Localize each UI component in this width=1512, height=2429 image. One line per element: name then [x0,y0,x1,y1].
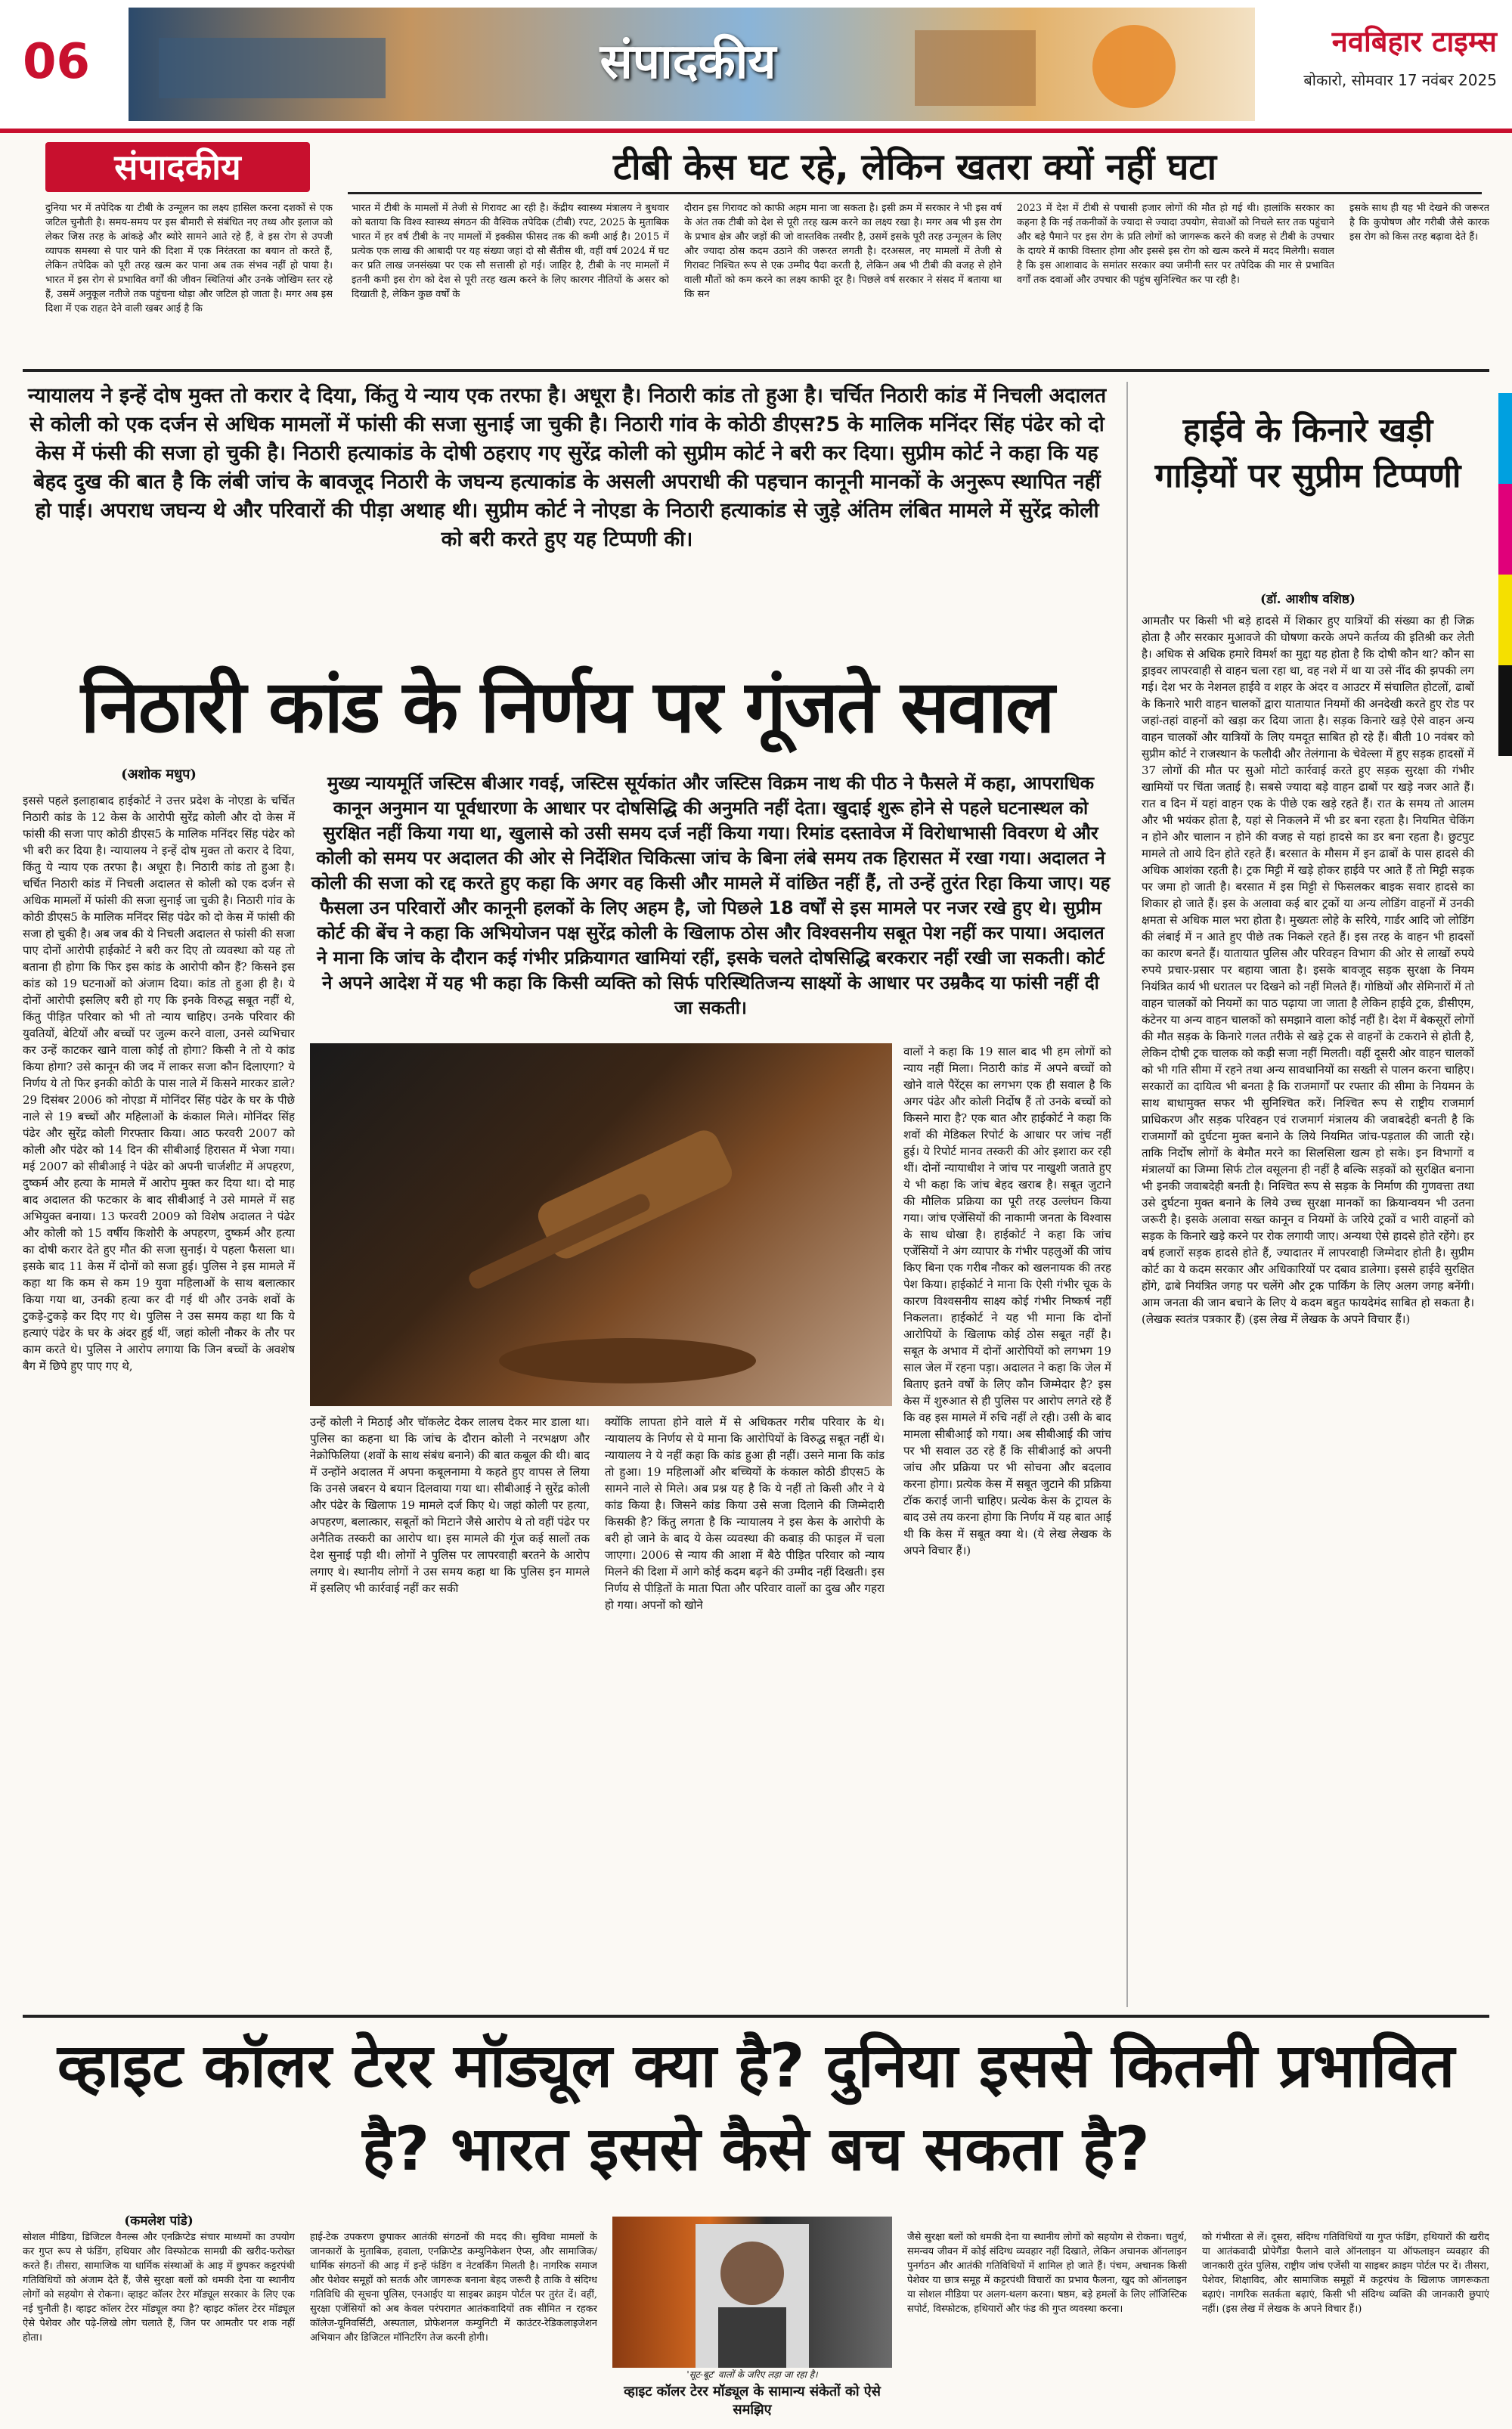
editorial-column: भारत में टीबी के मामलों में तेजी से गिरावट आ रही है। केंद्रीय स्वास्थ्य मंत्रालय ने बुधवार को बताया कि विश्व स्वास्थ्य संगठन की वैश्विक तपेदिक (टीबी) रपट, 2025 के मुताबिक भारत में हर वर्ष टीबी के नए मामलों में इक्कीस फीसद तक की कमी आई है। 2015 में प्रत्येक एक लाख की आबादी पर यह संख्या जहां दो सौ सैंतीस थी, वहीं वर्ष 2024 में घट कर प्रति लाख जनसंख्या पर एक सौ सत्तासी हो गई। जाहिर है, टीबी के नए मामलों में इतनी कमी इस रोग को देश से पूरी तरह खत्म करने के लिए कारगर नीतियों के असर को दिखाती है, लेकिन कुछ वर्षों के [352,203,669,300]
news-photo [612,2217,892,2368]
article-column: आमतौर पर किसी भी बड़े हादसे में शिकार हुए यात्रियों की संख्या का ही जिक्र होता है और सरकार मुआवजे की घोषणा करके अपने कर्तव्य की इतिश्री कर लेती है। अधिक से अधिक हमारे विमर्श का मुद्दा यह होता है कि दोषी कौन था? कौन सा ड्राइवर लापरवाही से वाहन चला रहा था, वह नशे में था या उसे नींद की झपकी लग गई। देश भर के नेशनल हाईवे व शहर के अंदर व आउटर में संचालित होटलों, ढाबों के किनारे भारी वाहन चालकों द्वारा यातायात नियमों की अनदेखी करते हुए रोड पर जहां-तहां वाहनों को खड़ा कर दिया जाता है। सड़क किनारे खड़े ऐसे वाहन अन्य वाहन चालकों और यात्रियों के लिए यमदूत साबित हो रहे हैं। बीती 10 नवंबर को सुप्रीम कोर्ट ने राजस्थान के फलौदी और तेलंगाना के चेवेल्ला में हुए सड़क हादसों में 37 लोगों की मौत पर सुओ मोटो कार्रवाई करते हुए सड़क सुरक्षा की गंभीर खामियों पर चिंता जताई है। सबसे ज्यादा बड़े वाहन ढाबों पर खड़े नजर आते हैं। रात व दिन में यहां वाहन एक के पीछे एक खड़े रहते हैं। रात के समय तो आलम और भी भयंकर होता है, यहां से निकलने में भी डर बना रहता है। नियमित चेकिंग न होने और चालान न होने की वजह से यहां हादसे का डर बना रहता है। छुटपुट मामले तो आये दिन होते रहते हैं। बरसात के मौसम में इन ढाबों के पास हादसे की अधिक आशंका रहती है। ट्रक मिट्टी में खड़े होकर हाईवे पर आते हैं तो मिट्टी सड़क पर जमा हो जाती है। बरसात में इस मिट्टी से फिसलकर बाइक सवार हादसे का शिकार हो जाते हैं। इस के अलावा कई बार ट्रकों या अन्य लोडिंग वाहनों में उनकी क्षमता से अधिक माल भरा होता है। मुख्यतः लोहे के सरिये, गार्डर आदि जो लोडिंग की लंबाई में न आते हुए पीछे तक निकले रहते हैं। इस तरह के वाहन भी हादसों का कारण बनते हैं। यातायात पुलिस और परिवहन विभाग की ओर से लाखों रुपये रुपये प्रचार-प्रसार पर बहाया जाता है। इसके बावजूद सड़क सुरक्षा के नियम नियंत्रित कार्य भी धरातल पर दिखने को नहीं मिलते हैं। गोष्ठियों और सेमिनारों में तो वाहन चालकों को नियमों का पाठ पढ़ाया जा जाता है लेकिन हाईवे ट्रक, डीसीएम, कंटेनर या अन्य वाहन चालकों को समझाने वाला कोई नहीं है। देश में बेकसूरों लोगों की मौत सड़क के किनारे गलत तरीके से खड़े ट्रक से वाहनों के टकराने से होती है, लेकिन दोषी ट्रक चालक को कड़ी सजा नहीं मिलती। वहीं दूसरी ओर वाहन चालकों को भी गति सीमा में रहने तथा अन्य सावधानियों का सख्ती से पालन करना चाहिए। सरकारों का दायित्व भी बनता है कि राजमार्गों पर रफ्तार की सीमा के नियमन के साथ बाधामुक्त सफर भी सुनिश्चित करें। निश्चित रूप से राष्ट्रीय राजमार्ग प्राधिकरण और सड़क परिवहन एवं राजमार्ग मंत्रालय की जवाबदेही बनती है कि राजमार्गों को दुर्घटना मुक्त बनाने के लिये नियमित जांच-पड़ताल की जाती रहे। ताकि निर्दोष लोगों के बेमौत मरने का सिलसिला खत्म हो सके। इन विभागों व मंत्रालयों का जिम्मा सिर्फ टोल वसूलना ही नहीं है बल्कि सड़कों को सुरक्षित बनाना भी इनकी जवाबदेही बनती है। निश्चित रूप से सड़क के निर्माण की गुणवत्ता तथा उसे दुर्घटना मुक्त बनाने के लिये उच्च सुरक्षा मानकों का क्रियान्वयन भी उतना जरूरी है। इसके अलावा सख्त कानून व नियमों के जरिये ट्रकों व भारी वाहनों को सड़क के किनारे खड़े करने पर रोक लगायी जाए। अन्यथा ऐसे हादसे होते रहेंगे। हर वर्ष हजारों सड़क हादसे होते हैं, ज्यादातर में लापरवाही जिम्मेदार होती है। सुप्रीम कोर्ट का ये कदम सरकार और अधिकारियों पर दबाव डालेगा। इससे हाईवे सुरक्षित होंगे, ढाबे नियंत्रित जगह पर चलेंगे और ट्रक पार्किंग के लिए अलग जगह बनेंगी। आम जनता की जान बचाने के लिए ये कदम बहुत फायदेमंद साबित हो सकता है। (लेखक स्वतंत्र पत्रकार हैं) (इस लेख में लेखक के अपने विचार हैं।) [1142,614,1474,1326]
editorial-column: दुनिया भर में तपेदिक या टीबी के उन्मूलन का लक्ष्य हासिल करना दशकों से एक जटिल चुनौती है। समय-समय पर इस बीमारी से संबंधित नए तथ्य और इलाज को लेकर जिस तरह के आंकड़े और ब्योरे सामने आते रहे हैं, वे इस रोग से उपजी व्यापक समस्या से पार पाने की दिशा में एक निरंतरता का बयान तो करते हैं, लेकिन तपेदिक को पूरी तरह खत्म कर पाना अब तक संभव नहीं हो पाया है। भारत में इस रोग से प्रभावित वर्गों की जीवन स्थितियां और उनके जोखिम स्तर रहे हैं, उसमें अनुकूल नतीजे तक पहुंचना थोड़ा और जटिल हो जाता है। मगर अब इस दिशा में एक राहत देने वाली खबर आई है कि [45,203,333,314]
color-registration-strip [1498,575,1512,665]
paper-name: नवबिहार टाइम्स [1331,25,1497,58]
divider [23,369,1489,372]
bottom-headline: व्हाइट कॉलर टेरर मॉड्यूल क्या है? दुनिया इससे कितनी प्रभावित है? भारत इससे कैसे बच सकता है? [57,2031,1455,2184]
article-column: सोशल मीडिया, डिजिटल वैनल्स और एनक्रिप्टेड संचार माध्यमों का उपयोग कर गुप्त रूप से फंडिंग, हथियार और विस्फोटक सामग्री की खरीद-फरोख्त करते हैं। तीसरा, सामाजिक या धार्मिक संस्थाओं के आड़ में छुपकर कट्टरपंथी गतिविधियों को अंजाम देते हैं, जैसे सुरक्षा बलों को धमकी देना या स्थानीय लोगों को सहयोग से रोकना। व्हाइट कॉलर टेरर मॉड्यूल सरकार के लिए एक नई चुनौती है। व्हाइट कॉलर टेरर मॉड्यूल क्या है? व्हाइट कॉलर टेरर मॉड्यूल ऐसे पेशेवर और पढ़े-लिखे लोग चलाते हैं, जिन पर आमतौर पर शक नहीं होता। [23,2232,295,2344]
editorial-column: 2023 में देश में टीबी से पचासी हजार लोगों की मौत हो गई थी। हालांकि सरकार का कहना है कि नई तकनीकों के ज्यादा से ज्यादा उपयोग, सेवाओं को निचले स्तर तक पहुंचाने और बड़े पैमाने पर इस रोग के प्रति लोगों को जागरूक करने की वजह से टीबी के उपचार के दायरे में काफी विस्तार होगा और इससे इस रोग को खत्म करने में मदद मिलेगी। सवाल है कि इस आशावाद के समांतर सरकार क्या जमीनी स्तर पर तपेदिक की मार से प्रभावित वर्गों तक दवाओं और उपचार की पहुंच सुनिश्चित कर पा रही है। [1017,203,1334,286]
monument-shape [915,30,1036,106]
gavel-photo [310,1043,892,1406]
editorial-label: संपादकीय [45,142,310,192]
photo-caption: 'सूट-बूट' वालों के जरिए लड़ा जा रहा है। [686,2369,818,2380]
byline: (डॉ. आशीष वशिष्ठ) [1260,592,1356,607]
lead-paragraph: मुख्य न्यायमूर्ति जस्टिस बीआर गवई, जस्टिस सूर्यकांत और जस्टिस विक्रम नाथ की पीठ ने फैसले में कहा, आपराधिक कानून अनुमान या पूर्वधारणा के आधार पर दोषसिद्धि की अनुमति नहीं देता। खुदाई शुरू होने से पहले घटनास्थल को सुरक्षित नहीं किया गया था, खुलासे को उसी समय दर्ज नहीं किया गया। रिमांड दस्तावेज में विरोधाभासी विवरण थे और कोली को समय पर अदालत की ओर से निर्देशित चिकित्सा जांच के बिना लंबे समय तक हिरासत में रखा गया। अदालत ने कोली की सजा को रद्द करते हुए कहा कि अगर वह किसी और मामले में वांछित नहीं हैं, तो उन्हें तुरंत रिहा किया जाए। यह फैसला उन परिवारों और कानूनी हलकों के लिए अहम है, जो पिछले 18 वर्षों से इस मामले पर नजर रखे हुए थे। सुप्रीम कोर्ट की बेंच ने कहा कि अभियोजन पक्ष सुरेंद्र कोली के खिलाफ ठोस और विश्वसनीय सबूत पेश नहीं कर पाया। अदालत ने माना कि जांच के दौरान कई गंभीर प्रक्रियागत खामियां रहीं, इसके चलते दोषसिद्धि बरकरार नहीं रखी जा सकती। कोर्ट ने अपने आदेश में यह भी कहा कि किसी व्यक्ति को सिर्फ परिस्थितिजन्य साक्ष्यों के आधार पर उम्रकैद या फांसी नहीं दी जा सकती। [311,773,1111,1018]
article-column: इससे पहले इलाहाबाद हाईकोर्ट ने उत्तर प्रदेश के नोएडा के चर्चित निठारी कांड के 12 केस के आरोपी सुरेंद्र कोली और दो केस में फांसी की सजा पाए कोठी डीएस5 के मालिक मनिंदर सिंह पंढेर को भी बरी कर दिया है। न्यायालय ने इन्हें दोष मुक्त तो करार दे दिया, किंतु ये न्याय एक तरफा है। अधूरा है। निठारी कांड तो हुआ है। चर्चित निठारी कांड में निचली अदालत से कोली को एक दर्जन से अधिक मामलों में फांसी की सजा सुनाई जा चुकी है। निठारी गांव के कोठी डीएस5 के मालिक मनिंदर सिंह पंढेर को दो केस में फांसी की सजा हो चुकी है। अब जब की ये निचली अदालत से फांसी की सजा पाए दोनों आरोपी हाईकोर्ट ने बरी कर दिए तो व्यवस्था को यह तो बताना ही होगा कि फिर इस कांड के आरोपी कौन हैं? किसने इस कांड को 19 घटनाओं को अंजाम दिया। कांड तो हुआ ही है। ये दोनों आरोपी इसलिए बरी हो गए कि इनके विरुद्ध सबूत नहीं थे, किंतु पीड़ित परिवार को भी तो न्याय चाहिए। उनके परिवार की युवतियों, बेटियों और बच्चों पर जुल्म करने वाला, उनसे व्यभिचार कर उन्हें काटकर खाने वाला कोई तो होगा? किसी ने तो ये कांड किया होगा? उसे कानून की जद में लाकर सजा कौन दिलाएगा? ये निर्णय ये तो फिर इनकी कोठी के पास नाले में किसने मारकर डाले? 29 दिसंबर 2006 को नोएडा में मोनिंदर सिंह पंढेर के घर के पीछे नाले से 19 बच्चों और महिलाओं के कंकाल मिले। मोनिंदर सिंह पंढेर और सुरेंद्र कोली गिरफ्तार किया। आठ फरवरी 2007 को कोली और पंढेर को 14 दिन की सीबीआई हिरासत में भेजा गया। मई 2007 को सीबीआई ने पंढेर को अपनी चार्जशीट में अपहरण, दुष्कर्म और हत्या के मामले में आरोप मुक्त कर दिया था। दो माह बाद अदालत की फटकार के बाद सीबीआई ने उसे मामले में सह अभियुक्त बनाया। 13 फरवरी 2009 को विशेष अदालत ने पंढेर और कोली को 15 वर्षीय किशोरी के अपहरण, दुष्कर्म और हत्या का दोषी करार देते हुए मौत की सजा सुनाई। ये पहला फैसला था। इसके बाद 11 केस में दोनों को सजा हुई। पुलिस ने इस मामले में कहा था कि कम से कम 19 युवा महिलाओं के साथ बलात्कार किया गया था, उनकी हत्या कर दी गई थी और उनके शवों के टुकड़े-टुकड़े कर दिए गए थे। पुलिस ने उस समय कहा था कि ये हत्याएं पंढेर के घर के अंदर हुई थीं, जहां कोली नौकर के तौर पर काम करते थे। पुलिस ने आरोप लगाया कि जिन बच्चों के अवशेष बैग में छिपे हुए पाए गए थे, [23,794,295,1373]
color-registration-strip [1498,665,1512,756]
person-silhouette-icon [612,2217,892,2368]
sub-headline: व्हाइट कॉलर टेरर मॉड्यूल के सामान्य संकेतों को ऐसे समझिए [624,2384,881,2418]
editorial-column: इसके साथ ही यह भी देखने की जरूरत है कि कुपोषण और गरीबी जैसे कारक इस रोग को किस तरह बढ़ावा देते हैं। [1349,203,1489,243]
section-title: संपादकीय [600,34,776,90]
pull-quote: न्यायालय ने इन्हें दोष मुक्त तो करार दे दिया, किंतु ये न्याय एक तरफा है। अधूरा है। निठारी कांड तो हुआ है। चर्चित निठारी कांड में निचली अदालत से कोली को एक दर्जन से अधिक मामलों में फांसी की सजा सुनाई जा चुकी है। निठारी गांव के कोठी डीएस?5 के मालिक मनिंदर सिंह पंढेर को दो केस में फंसी की सजा हो चुकी है। निठारी हत्याकांड के दोषी ठहराए गए सुरेंद्र कोली को सुप्रीम कोर्ट ने बरी कर दिया। सुप्रीम कोर्ट ने कहा कि यह बेहद दुख की बात है कि लंबी जांच के बावजूद निठारी के जघन्य हत्याकांड के असली अपराधी की पहचान कानूनी मानकों के अनुरूप स्थापित नहीं हो पाई। अपराध जघन्य थे और परिवारों की पीड़ा अथाह थी। सुप्रीम कोर्ट ने नोएडा के निठारी हत्याकांड से जुड़े अंतिम लंबित मामले में सुरेंद्र कोली को बरी करते हुए यह टिप्पणी की। [27,384,1107,551]
byline: (कमलेश पांडे) [124,2214,194,2229]
date-line: बोकारो, सोमवार 17 नवंबर 2025 [1303,71,1497,89]
color-registration-strip [1498,393,1512,484]
page-number: 06 [23,34,91,90]
editorial-column: दौरान इस गिरावट को काफी अहम माना जा सकता है। इसी क्रम में सरकार ने भी इस वर्ष के अंत तक टीबी को देश से पूरी तरह खत्म करने का लक्ष्य रखा है। मगर अब भी इस रोग के प्रभाव क्षेत्र और जड़ों की जो वास्तविक तस्वीर है, उसमें इसके पूरी तरह उन्मूलन के लिए और ज्यादा ठोस कदम उठाने की जरूरत लगती है। दरअसल, नए मामलों में तेजी से गिरावट निश्चित रूप से एक उम्मीद पैदा करती है, लेकिन अब भी टीबी की वजह से होने वाली मौतों को कम करने का लक्ष्य काफी दूर है। पिछले वर्ष सरकार ने संसद में बताया था कि सन [684,203,1002,300]
color-registration-strip [1498,484,1512,575]
article-column: को गंभीरता से लें। दूसरा, संदिग्ध गतिविधियों या गुप्त फंडिंग, हथियारों की खरीद या आतंकवादी प्रोपेगैंडा फैलाने वाले ऑनलाइन या ऑफलाइन व्यवहार की जानकारी तुरंत पुलिस, राष्ट्रीय जांच एजेंसी या साइबर क्राइम पोर्टल पर दें। तीसरा, पेशेवर, शिक्षाविद, और सामाजिक समूहों में कट्टरपंथ के खिलाफ जागरूकता बढ़ाएं। नागरिक सतर्कता बढ़ाएं, किसी भी संदिग्ध व्यक्ति की जानकारी छुपाएं नहीं। (इस लेख में लेखक के अपने विचार हैं।) [1202,2232,1489,2315]
article-column: हाई-टेक उपकरण छुपाकर आतंकी संगठनों की मदद की। सुविधा मामलों के जानकारों के मुताबिक, हवाला, एनक्रिप्टेड कम्युनिकेशन ऐप्स, और सामाजिक/धार्मिक संगठनों की आड़ में इन्हें फंडिंग व नेटवर्किंग मिलती है। नागरिक समाज और पेशेवर समूहों को सतर्क और जागरूक बनाना बेहद जरूरी है ताकि वे संदिग्ध गतिविधि की सूचना पुलिस, एनआईए या साइबर क्राइम पोर्टल पर तुरंत दें। वहीं, सुरक्षा एजेंसियों को अब केवल परंपरागत आतंकवादियों तक सीमित न रहकर कॉलेज-यूनिवर्सिटी, अस्पताल, प्रोफेशनल कम्युनिटी में काउंटर-रेडिकलाइजेशन अभियान और डिजिटल मॉनिटरिंग तेज करनी होगी। [310,2232,597,2344]
main-headline: निठारी कांड के निर्णय पर गूंजते सवाल [80,665,1054,749]
ganesha-illustration [1092,25,1176,108]
byline: (अशोक मधुप) [121,767,197,782]
skyline-shape [159,38,386,98]
editorial-headline: टीबी केस घट रहे, लेकिन खतरा क्यों नहीं घटा [348,142,1482,194]
divider [23,2015,1489,2018]
gavel-icon [310,1043,892,1406]
article-column: क्योंकि लापता होने वाले में से अधिकतर गरीब परिवार के थे। न्यायालय के निर्णय से ये माना कि आरोपियों के विरुद्ध सबूत नहीं थे। न्यायालय ने ये नहीं कहा कि कांड हुआ ही नहीं। उसने माना कि कांड तो हुआ। 19 महिलाओं और बच्चियों के कंकाल कोठी डीएस5 के सामने नाले से मिले। अब प्रश्न यह है कि ये नहीं तो किसी और ने ये कांड किया है। जिसने कांड किया उसे सजा दिलाने की जिम्मेदारी किसकी है? किंतु लगता है कि न्यायालय ने इस केस के आरोपी के बरी हो जाने के बाद ये केस व्यवस्था की कबाड़ की फाइल में चला जाएगा। 2006 से न्याय की आशा में बैठे पीड़ित परिवार को न्याय मिलने की दिशा में आगे कोई कदम बढ़ने की उम्मीद नहीं दिखती। इस निर्णय से पीड़ितों के माता पिता और परिवार वालों का दुख और गहरा हो गया। अपनों को खोने [605,1415,885,1612]
article-column: उन्हें कोली ने मिठाई और चॉकलेट देकर लालच देकर मार डाला था। पुलिस का कहना था कि जांच के दौरान कोली ने नरभक्षण और नेक्रोफिलिया (शवों के साथ संबंध बनाने) की बात कबूल की थी। बाद में उन्होंने अदालत में अपना कबूलनामा ये कहते हुए वापस ले लिया कि उनसे जबरन ये बयान दिलवाया गया था। सीबीआई ने सुरेंद्र कोली और पंढेर के खिलाफ 19 मामले दर्ज किए थे। जहां कोली पर हत्या, अपहरण, बलात्कार, सबूतों को मिटाने जैसे आरोप थे तो वहीं पंढेर पर अनैतिक तस्करी का आरोप था। इस मामले की गूंज कई सालों तक देश सुनाई पड़ी थी। लोगों ने पुलिस पर लापरवाही बरतने के आरोप लगाए थे। स्थानीय लोगों ने उस समय कहा था कि पुलिस इन मामले में इसलिए भी कार्रवाई नहीं कर सकी [310,1415,590,1595]
article-column: जैसे सुरक्षा बलों को धमकी देना या स्थानीय लोगों को सहयोग से रोकना। चतुर्थ, समन्वय जीवन में कोई संदिग्ध व्यवहार नहीं दिखाते, लेकिन अचानक ऑनलाइन पुनर्गठन और आतंकी गतिविधियों में शामिल हो जाते हैं। पंचम, अचानक किसी पेशेवर या छात्र समूह में कट्टरपंथी विचारों का प्रभाव फैलना, खुद को ऑनलाइन या सोशल मीडिया पर अलग-थलग करना। षष्ठम, बड़े हमलों के लिए लॉजिस्टिक सपोर्ट, विस्फोटक, हथियारों और फंड की गुप्त व्यवस्था करना। [907,2232,1187,2315]
sidebar-headline: हाईवे के किनारे खड़ी गाड़ियों पर सुप्रीम टिप्पणी [1154,411,1461,495]
article-column: वालों ने कहा कि 19 साल बाद भी हम लोगों को न्याय नहीं मिला। निठारी कांड में अपने बच्चों को खोने वाले पैरेंट्स का लगभग एक ही सवाल है कि अगर पंढेर और कोली निर्दोष हैं तो उनके बच्चों को किसने मारा है? एक बात और हाईकोर्ट ने कहा कि शवों की मेडिकल रिपोर्ट के आधार पर जांच नहीं हुई। ये रिपोर्ट मानव तस्करी की ओर इशारा कर रही थीं। दोनों न्यायाधीश ने जांच पर नाखुशी जताते हुए ये भी कहा कि जांच बेहद खराब है। सबूत जुटाने की मौलिक प्रक्रिया का पूरी तरह उल्लंघन किया गया। जांच एजेंसियों की नाकामी जनता के विश्वास के साथ धोखा है। हाईकोर्ट ने कहा कि जांच एजेंसियों ने अंग व्यापार के गंभीर पहलुओं की जांच किए बिना एक गरीब नौकर को खलनायक की तरह पेश किया। हाईकोर्ट ने माना कि ऐसी गंभीर चूक के कारण विश्वसनीय साक्ष्य कोई गंभीर निष्कर्ष नहीं निकलता। हाईकोर्ट ने यह भी माना कि दोनों आरोपियों के खिलाफ कोई ठोस सबूत नहीं है। सबूत के अभाव में दोनों आरोपियों को लगभग 19 साल जेल में रहना पड़ा। अदालत ने कहा कि जेल में बिताए इतने वर्षों के लिए कौन जिम्मेदार है? इस केस में शुरुआत से ही पुलिस पर आरोप लगते रहे हैं कि वह इस मामले में रुचि नहीं ले रही। उसी के बाद मामला सीबीआई को गया। अब सीबीआई की जांच पर भी सवाल उठ रहे हैं कि सीबीआई को अपनी जांच और प्रक्रिया पर भी सोचना और बदलाव करना होगा। प्रत्येक केस में सबूत जुटाने की प्रक्रिया टॉक कराई जानी चाहिए। प्रत्येक केस के ट्रायल के बाद उसे तय करना होगा कि निर्णय में यह बात आई थी कि केस में सबूत क्या थे। (ये लेख लेखक के अपने विचार हैं।) [903,1045,1111,1557]
